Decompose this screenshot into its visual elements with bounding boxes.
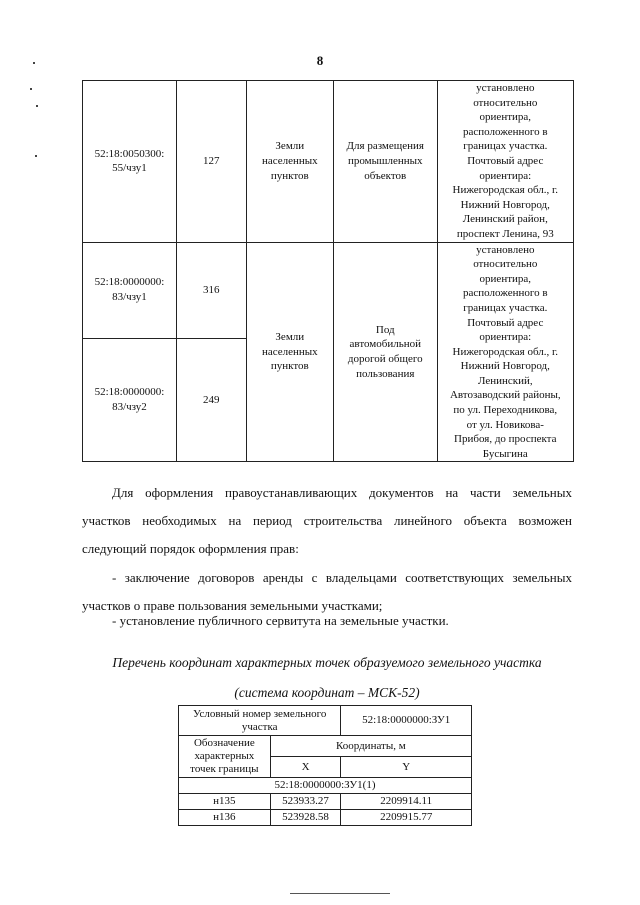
cadastral-number: 52:18:0050300: 55/чзу1 xyxy=(83,81,177,243)
x-value: 523928.58 xyxy=(270,810,341,826)
scan-speck xyxy=(35,155,37,157)
section-header: 52:18:0000000:ЗУ1(1) xyxy=(179,778,472,794)
land-category: Земли населенных пунктов xyxy=(246,81,333,243)
plot-number-label: Условный номер земельного участка xyxy=(179,706,341,736)
cadastral-number: 52:18:0000000: 83/чзу1 xyxy=(83,242,177,338)
point-name: н136 xyxy=(179,810,271,826)
plot-number-value: 52:18:0000000:ЗУ1 xyxy=(341,706,472,736)
land-plots-table xyxy=(82,80,574,462)
paragraph-servitude: - установление публичного сервитута на земельные участки. xyxy=(112,613,449,628)
scan-speck xyxy=(33,62,35,64)
y-value: 2209915.77 xyxy=(341,810,472,826)
table-row xyxy=(179,810,472,826)
paragraph-rights: Для оформления правоустанавливающих документов на части земельных участков необходимых на период строительства линейного объекта возможен следующий порядок оформления прав: xyxy=(82,485,572,556)
table-row xyxy=(179,736,472,757)
table-row xyxy=(179,778,472,794)
x-value: 523933.27 xyxy=(270,794,341,810)
x-header: X xyxy=(270,757,341,778)
point-name: н135 xyxy=(179,794,271,810)
land-category: Земли населенных пунктов xyxy=(246,242,333,462)
bottom-scan-line xyxy=(290,893,390,894)
coords-label: Координаты, м xyxy=(270,736,471,757)
table-row xyxy=(179,706,472,736)
scan-speck xyxy=(30,88,32,90)
points-label: Обозначение характерных точек границы xyxy=(179,736,271,778)
table-row xyxy=(83,81,574,243)
permitted-use: Для размещения промышленных объектов xyxy=(333,81,437,243)
y-value: 2209914.11 xyxy=(341,794,472,810)
coord-list-title: Перечень координат характерных точек образуемого земельного участка xyxy=(112,655,542,670)
coordinates-table xyxy=(178,705,472,826)
coord-system-subtitle: (система координат – МСК-52) xyxy=(234,685,420,700)
page-number: 8 xyxy=(316,53,324,68)
scan-speck xyxy=(36,105,38,107)
y-header: Y xyxy=(341,757,472,778)
plot-location: установлено относительно ориентира, расположенного в границах участка. Почтовый адрес ориентира: Нижегородская обл., г. Нижний Новгород, Ленинский район, проспект Ленина, 93 xyxy=(437,81,573,243)
permitted-use: Под автомобильной дорогой общего пользования xyxy=(333,242,437,462)
cadastral-number: 52:18:0000000: 83/чзу2 xyxy=(83,338,177,462)
plot-area: 249 xyxy=(176,338,246,462)
paragraph-lease: - заключение договоров аренды с владельцами соответствующих земельных участков о праве пользования земельными участками; xyxy=(82,570,572,613)
plot-area: 316 xyxy=(176,242,246,338)
table-row xyxy=(83,242,574,338)
plot-area: 127 xyxy=(176,81,246,243)
table-row xyxy=(179,794,472,810)
plot-location: установлено относительно ориентира, расположенного в границах участка. Почтовый адрес ориентира: Нижегородская обл., г. Нижний Новгород, Ленинский, Автозаводский районы, по ул. Переходникова, от ул. Новикова- Прибоя, до проспекта Бусыгина xyxy=(437,242,573,462)
